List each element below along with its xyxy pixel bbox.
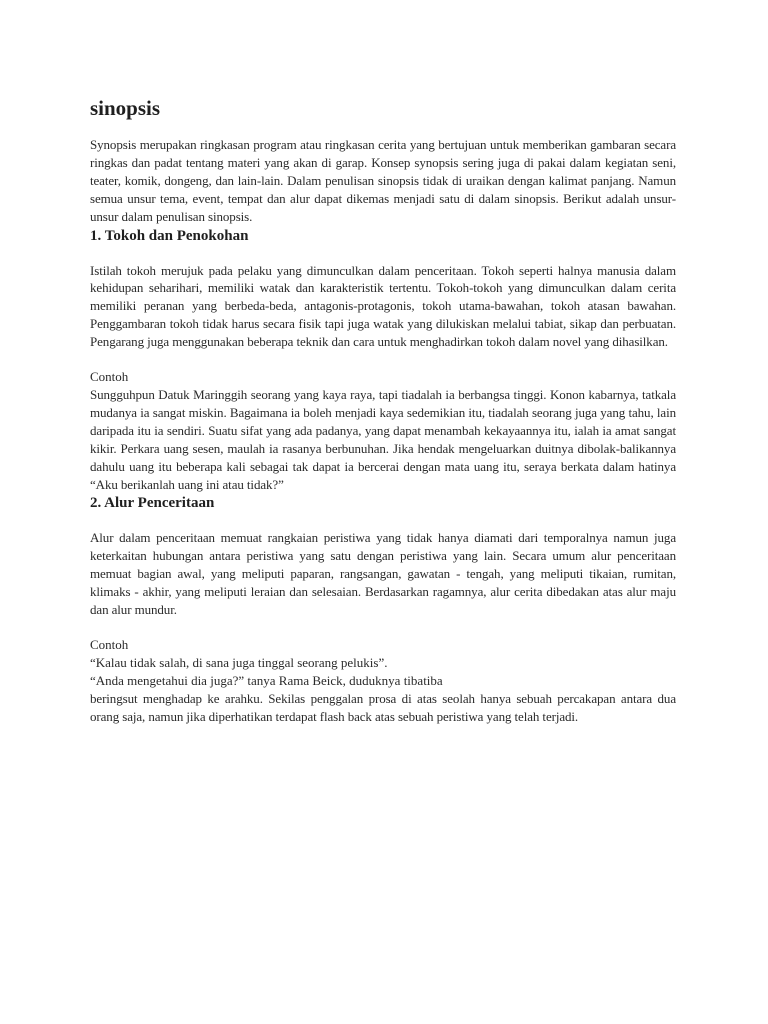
document-content (90, 92, 676, 725)
example-quote-2: “Anda mengetahui dia juga?” tanya Rama Beick, duduknya tibatiba (90, 672, 443, 688)
example-text-alur: beringsut menghadap ke arahku. Sekilas penggalan prosa di atas seolah hanya sebuah percakapan antara dua orang saja, namun jika diperhatikan terdapat flash back atas sebuah peristiwa yang telah terjadi. (90, 690, 676, 724)
section-heading-alur: 2. Alur Penceritaan (90, 495, 215, 512)
example-label: Contoh (90, 636, 129, 652)
section-paragraph-alur: Alur dalam penceritaan memuat rangkaian peristiwa yang tidak hanya diamati dari temporalnya namun juga keterkaitan hubungan antara peristiwa yang satu dengan peristiwa yang lain. Secara umum alur penceritaan memuat bagian awal, yang meliputi paparan, rangsangan, gawatan - tengah, yang meliputi tikaian, rumitan, klimaks - akhir, yang meliputi leraian dan selesaian. Berdasarkan ragamnya, alur cerita dibedakan atas alur maju dan alur mundur. (90, 530, 676, 618)
example-quote-1: “Kalau tidak salah, di sana juga tinggal seorang pelukis”. (90, 654, 388, 670)
example-label: Contoh (90, 369, 129, 385)
example-block-tokoh (90, 368, 676, 493)
page-title: sinopsis (90, 96, 161, 120)
intro-paragraph: Synopsis merupakan ringkasan program atau ringkasan cerita yang bertujuan untuk memberikan gambaran secara ringkas dan padat tentang materi yang akan di garap. Konsep synopsis sering juga di pakai dalam kegiatan seni, teater, komik, dongeng, dan lain-lain. Dalam penulisan sinopsis tidak di uraikan dengan kalimat panjang. Namun semua unsur tema, event, tempat dan alur dapat dikemas menjadi satu di dalam sinopsis. Berikut adalah unsur-unsur dalam penulisan sinopsis. (90, 137, 676, 224)
section-paragraph-tokoh: Istilah tokoh merujuk pada pelaku yang dimunculkan dalam penceritaan. Tokoh seperti halnya manusia dalam kehidupan seharihari, memiliki watak dan karakteristik tertentu. Tokoh-tokoh yang dimunculkan dalam cerita memiliki peranan yang berbeda-beda, antagonis-protagonis, tokoh utama-bawahan, tokoh atasan bawahan. Penggambaran tokoh tidak harus secara fisik tapi juga watak yang dilukiskan melalui tabiat, sikap dan perbuatan. Pengarang juga menggunakan beberapa teknik dan cara untuk menghadirkan tokoh dalam novel yang dihasilkan. (90, 262, 676, 350)
example-block-alur (90, 636, 676, 726)
section-heading-tokoh: 1. Tokoh dan Penokohan (90, 227, 249, 244)
example-text-tokoh: Sungguhpun Datuk Maringgih seorang yang kaya raya, tapi tiadalah ia berbangsa tinggi. Konon kabarnya, tatkala mudanya ia sangat miskin. Bagaimana ia boleh menjadi kaya sedemikian itu, tiadalah seorang juga yang tahu, lain daripada itu ia sendiri. Suatu sifat yang ada padanya, yang dapat menambah kekayaannya itu, ialah ia amat sangat kikir. Perkara uang sesen, maulah ia rasanya berbunuhan. Jika hendak mengeluarkan duitnya dibolak-balikannya dahulu uang itu beberapa kali sebagai tak dapat ia bercerai dengan mata uang itu, seraya berkata dalam hatinya “Aku berikanlah uang ini atau tidak?” (90, 386, 676, 492)
